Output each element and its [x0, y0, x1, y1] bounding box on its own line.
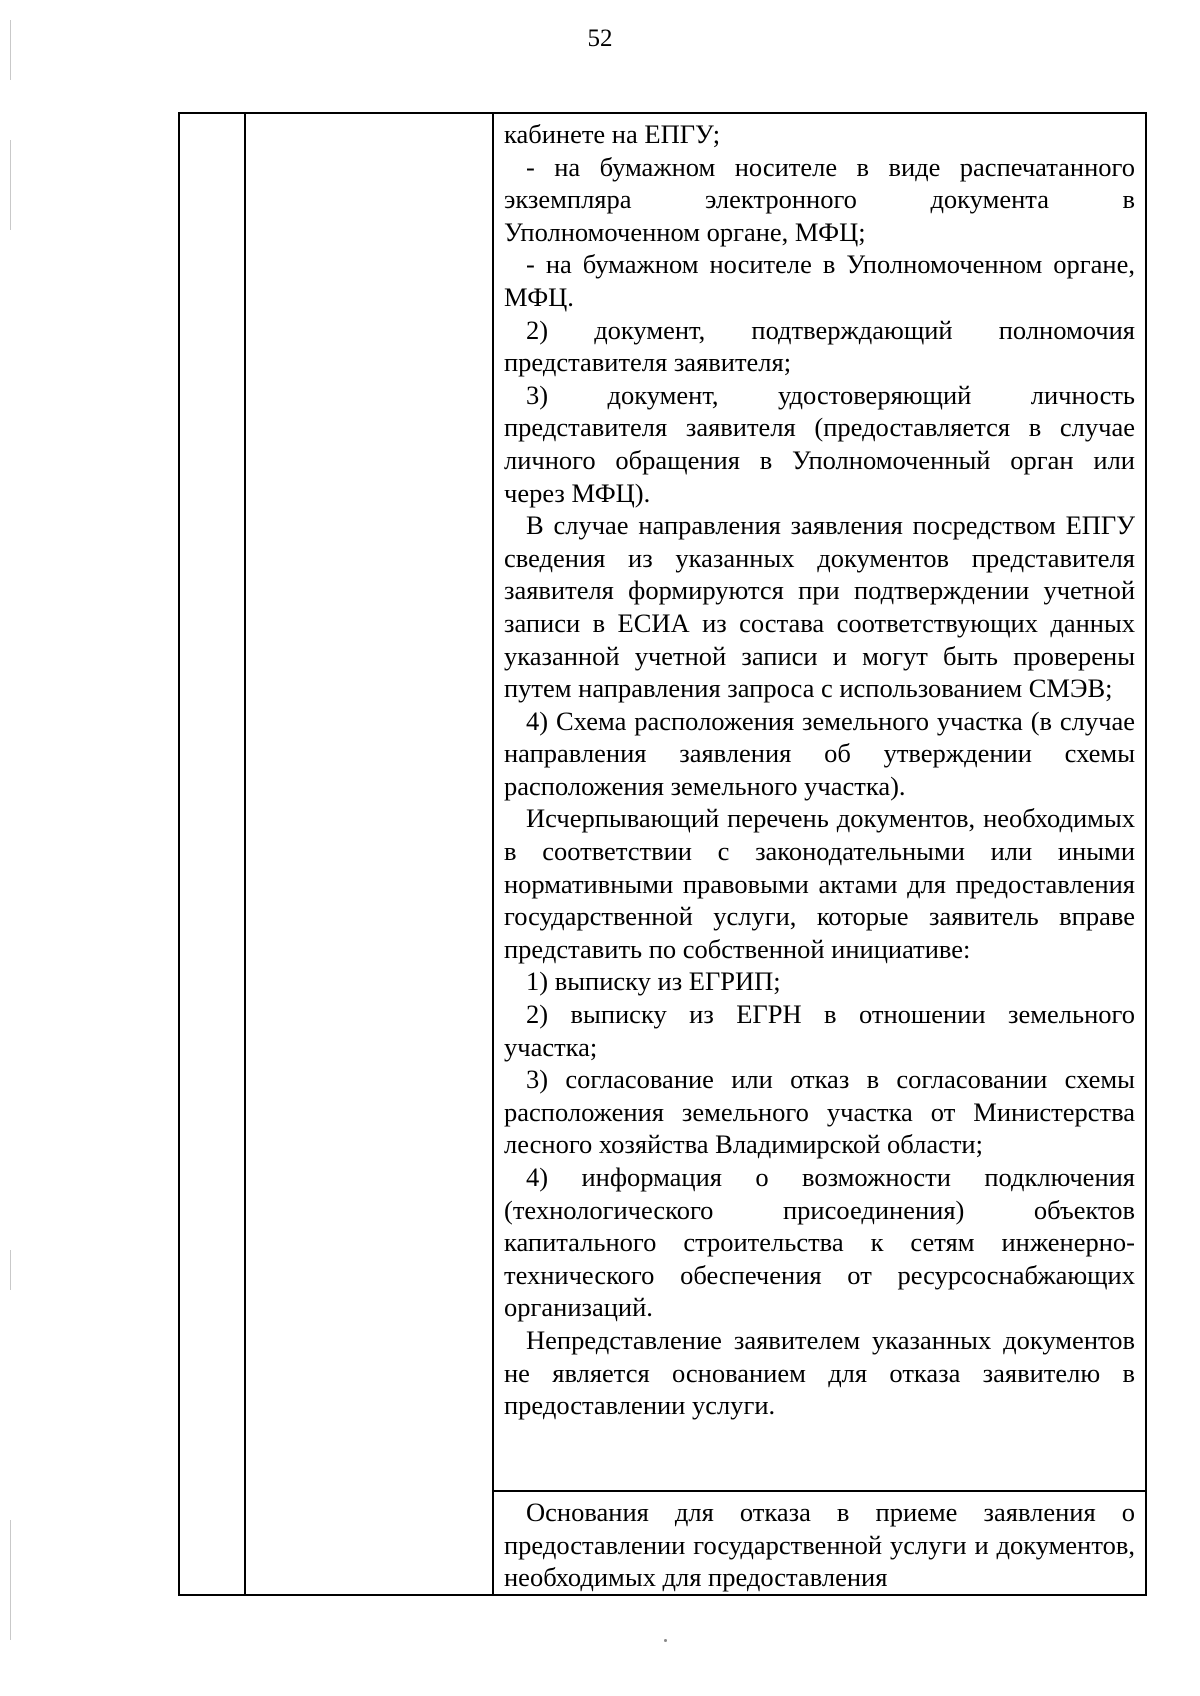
cell-text — [494, 1492, 1145, 1594]
paragraph: кабинете на ЕПГУ; — [504, 119, 721, 149]
table-row — [179, 113, 1146, 1491]
cell-text — [494, 114, 1145, 1422]
scan-edge-mark — [10, 20, 11, 80]
paragraph: 3) согласование или отказ в согласовании схемы расположения земельного участка от Министерства лесного хозяйства Владимирской области; — [504, 1064, 1135, 1160]
table-cell-title — [245, 113, 493, 1595]
table-cell-description — [493, 1491, 1146, 1595]
paragraph: - на бумажном носителе в виде распечатанного экземпляра электронного документа в Уполномоченном органе, МФЦ; — [504, 151, 1135, 247]
paragraph: Непредставление заявителем указанных документов не является основанием для отказа заявителю в предоставлении услуги. — [504, 1324, 1135, 1421]
scan-speck — [664, 1639, 667, 1642]
paragraph: 2) выписку из ЕГРН в отношении земельного участка; — [504, 999, 1135, 1062]
paragraph: - на бумажном носителе в Уполномоченном органе, МФЦ. — [504, 249, 1135, 312]
scan-edge-mark — [10, 1250, 11, 1290]
scan-edge-mark — [10, 1520, 11, 1640]
paragraph: 4) информация о возможности подключения (технологического присоединения) объектов капитального строительства к сетям инженерно-технического обеспечения от ресурсоснабжающих организаций. — [504, 1162, 1135, 1323]
document-table — [178, 112, 1147, 1596]
scan-edge-mark — [10, 140, 11, 230]
table-cell-number — [179, 113, 245, 1595]
paragraph: В случае направления заявления посредством ЕПГУ сведения из указанных документов представителя заявителя формируются при подтверждении учетной записи в ЕСИА из состава соответствующих данных указанной учетной записи и могут быть проверены путем направления запроса с использованием СМЭВ; — [504, 510, 1135, 704]
table-cell-description — [493, 113, 1146, 1491]
page-number: 52 — [587, 25, 613, 52]
paragraph: 1) выписку из ЕГРИП; — [526, 966, 781, 997]
paragraph: 3) документ, удостоверяющий личность представителя заявителя (предоставляется в случае личного обращения в Уполномоченный орган или через МФЦ). — [504, 379, 1135, 508]
paragraph: 4) Схема расположения земельного участка (в случае направления заявления об утверждении схемы расположения земельного участка). — [504, 705, 1135, 801]
paragraph: Основания для отказа в приеме заявления о предоставлении государственной услуги и документов, необходимых для предоставления — [504, 1497, 1135, 1593]
paragraph: Исчерпывающий перечень документов, необходимых в соответствии с законодательными или иными нормативными правовыми актами для предоставления государственной услуги, которые заявитель вправе представить по собственной инициативе: — [504, 803, 1135, 964]
paragraph: 2) документ, подтверждающий полномочия представителя заявителя; — [504, 314, 1135, 378]
